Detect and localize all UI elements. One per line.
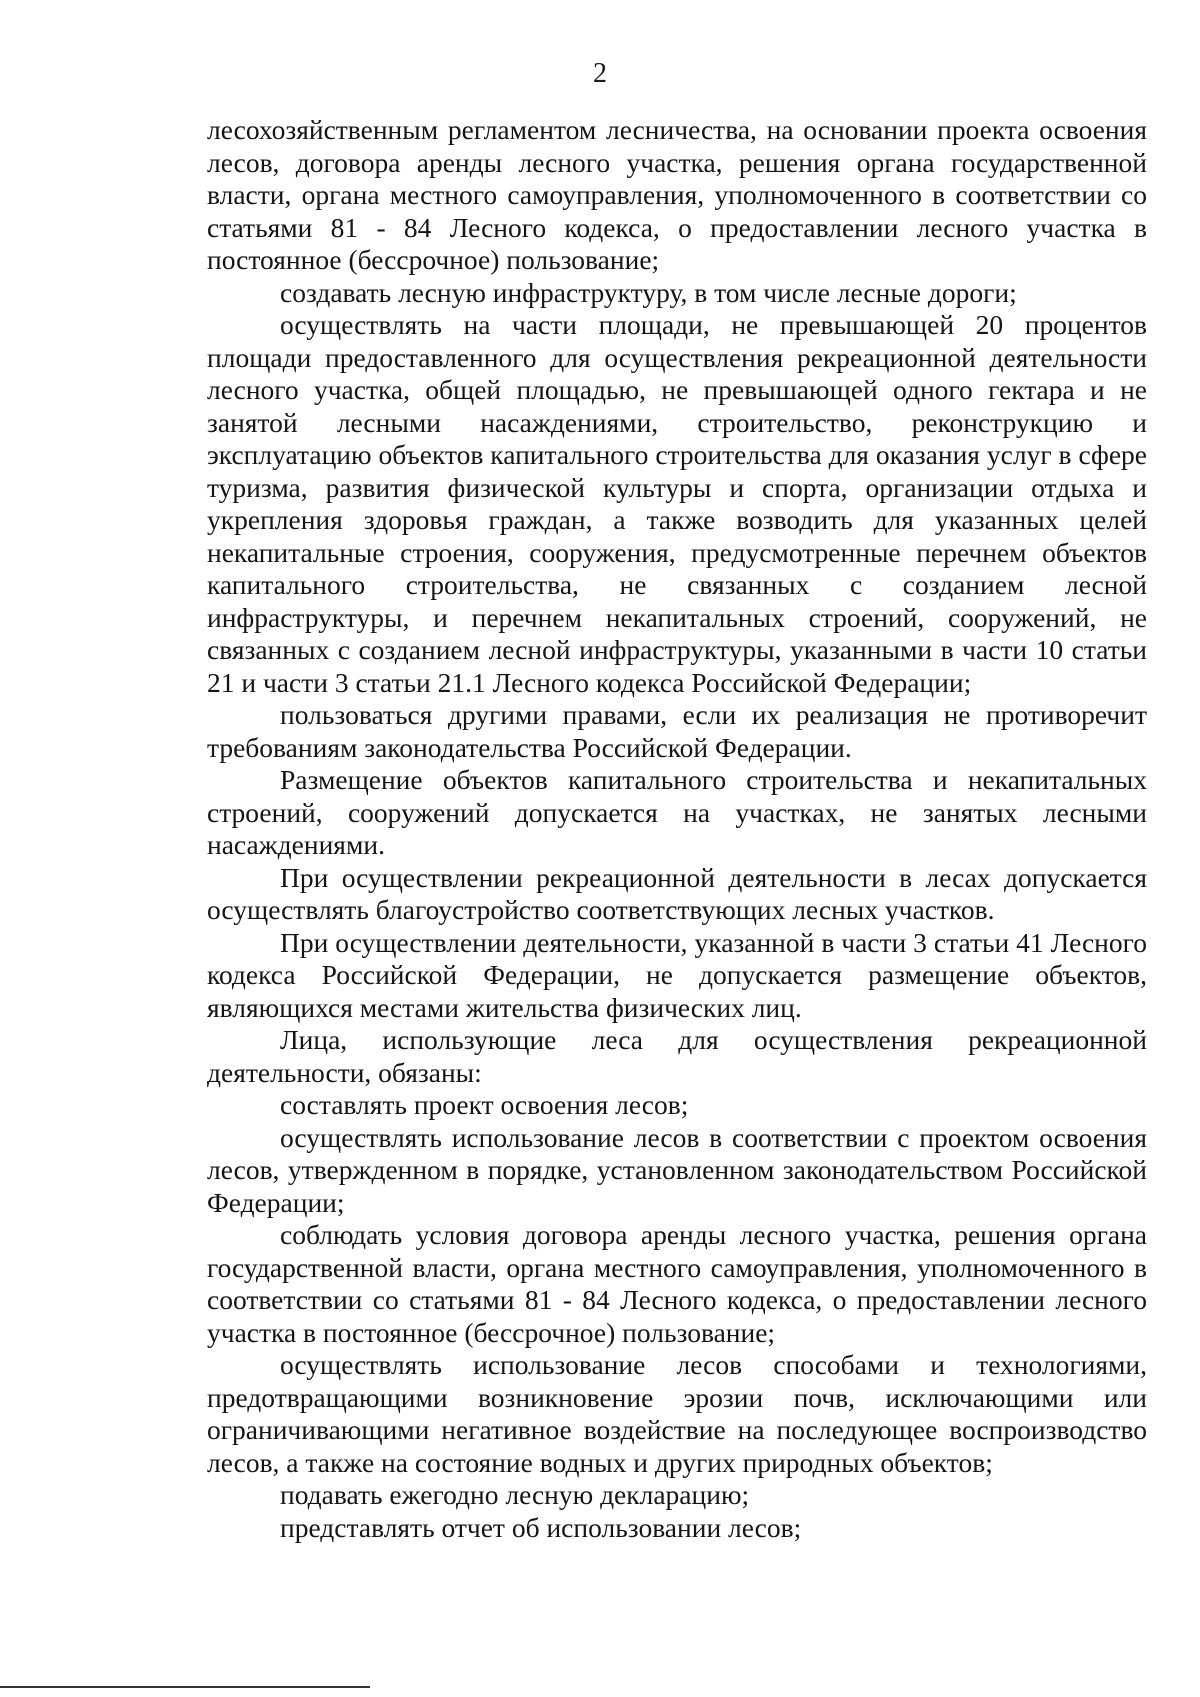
paragraph: подавать ежегодно лесную декларацию;	[280, 1479, 750, 1510]
bottom-scan-rule	[0, 1686, 370, 1688]
paragraph: осуществлять использование лесов в соответствии с проектом освоения лесов, утвержденном в порядке, установленном законодательством Российской Федерации;	[207, 1121, 1147, 1218]
paragraph: При осуществлении деятельности, указанной в части 3 статьи 41 Лесного кодекса Российской Федерации, не допускается размещение объектов, являющихся местами жительства физических лиц.	[207, 926, 1147, 1023]
paragraph: осуществлять использование лесов способами и технологиями, предотвращающими возникновение эрозии почв, исключающими или ограничивающими негативное воздействие на последующее воспроизводство лесов, а также на состояние водных и других природных объектов;	[207, 1349, 1147, 1478]
document-body	[207, 114, 1147, 1544]
paragraph: осуществлять на части площади, не превышающей 20 процентов площади предоставленного для осуществления рекреационной деятельности лесного участка, общей площадью, не превышающей одного гектара и не занятой лесными насаждениями, строительство, реконструкцию и эксплуатацию объектов капитального строительства для оказания услуг в сфере туризма, развития физической культуры и спорта, организации отдыха и укрепления здоровья граждан, а также возводить для указанных целей некапитальные строения, сооружения, предусмотренные перечнем объектов капитального строительства, не связанных с созданием лесной инфраструктуры, и перечнем некапитальных строений, сооружений, не связанных с созданием лесной инфраструктуры, указанными в части 10 статьи 21 и части 3 статьи 21.1 Лесного кодекса Российской Федерации;	[207, 309, 1147, 698]
paragraph: При осуществлении рекреационной деятельности в лесах допускается осуществлять благоустройство соответствующих лесных участков.	[207, 861, 1147, 925]
paragraph: представлять отчет об использовании лесов;	[280, 1511, 802, 1543]
paragraph: соблюдать условия договора аренды лесного участка, решения органа государственной власти, органа местного самоуправления, уполномоченного в соответствии со статьями 81 - 84 Лесного кодекса, о предоставлении лесного участка в постоянное (бессрочное) пользование;	[207, 1219, 1147, 1348]
page-number: 2	[593, 58, 607, 89]
paragraph: пользоваться другими правами, если их реализация не противоречит требованиям законодательства Российской Федерации.	[207, 699, 1147, 763]
paragraph-continuation: лесохозяйственным регламентом лесничества, на основании проекта освоения лесов, договора аренды лесного участка, решения органа государственной власти, органа местного самоуправления, уполномоченного в соответствии со статьями 81 - 84 Лесного кодекса, о предоставлении лесного участка в постоянное (бессрочное) пользование;	[207, 114, 1147, 275]
paragraph: Лица, использующие леса для осуществления рекреационной деятельности, обязаны:	[207, 1024, 1147, 1088]
paragraph: Размещение объектов капитального строительства и некапитальных строений, сооружений допускается на участках, не занятых лесными насаждениями.	[207, 764, 1147, 860]
paragraph: составлять проект освоения лесов;	[280, 1089, 689, 1120]
paragraph: создавать лесную инфраструктуру, в том числе лесные дороги;	[280, 276, 1017, 308]
